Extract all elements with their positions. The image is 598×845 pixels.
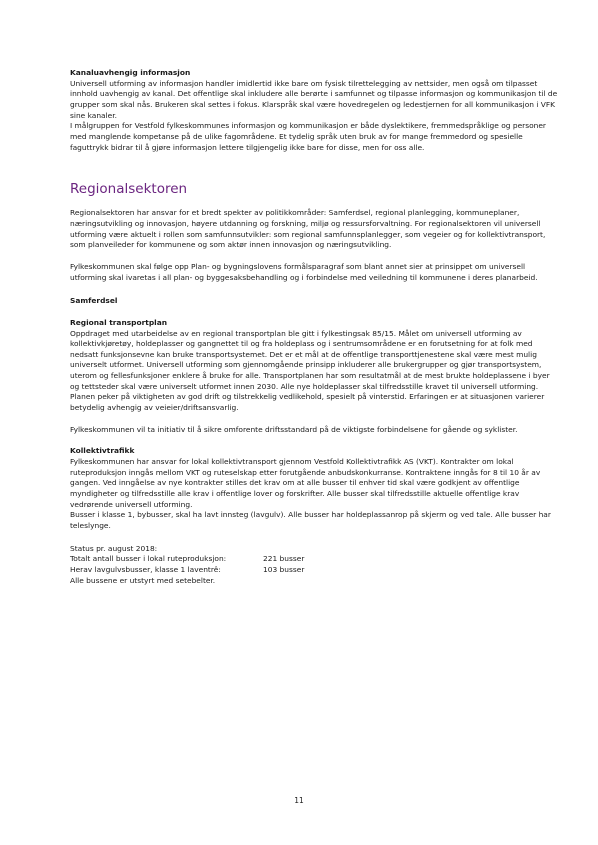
- kollektiv-body-2: Busser i klasse 1, bybusser, skal ha lavt innsteg (lavgulv). Alle busser har holdeplassanrop på skjerm og ved tale. Alle busser har teleslynge.: [70, 510, 551, 530]
- transportplan-heading: Regional transportplan: [70, 317, 168, 327]
- samferdsel-heading: Samferdsel: [70, 296, 118, 306]
- kollektiv-heading: Kollektivtrafikk: [70, 446, 135, 456]
- status-outro: Alle bussene er utstyrt med setebelter.: [70, 575, 216, 585]
- kanal-heading: Kanaluavhengig informasjon: [70, 68, 191, 77]
- transportplan-body: Oppdraget med utarbeidelse av en regional transportplan ble gitt i fylkestingsak 85/15. Målet om universell utforming av kollektivkjøretøy, holdeplasser og gangnettet til og fra holdeplass og i sentrumsområdene er en forutsetning for at folk med nedsatt funksjonsevne kan bruke transportsystemet. Det er et mål at de offentlige transporttjenestene skal være mest mulig universelt utformet. Universell utforming som gjennomgående prinsipp inkluderer alle brukergrupper og gjør transportsystem, uterom og fellesfunksjoner enklere å bruke for alle. Transportplanen har som resultatmål at de mest brukte holdeplassene i byer og tettsteder skal være universelt utformet innen 2030. Alle nye holdeplasser skal tilfredsstille kravet til universell utforming. Planen peker på viktigheten av god drift og tilstrekkelig vedlikehold, spesielt på vinterstid. Erfaringen er at situasjonen varierer betydelig avhengig av veieier/driftsansvarlig.: [70, 328, 550, 413]
- regional-body-1: Regionalsektoren har ansvar for et bredt spekter av politikkområder: Samferdsel, regional planlegging, kommuneplaner, næringsutvikling og innovasjon, høyere utdanning og forskning, miljø og ressursforvaltning. For regionalsektoren vil universell utforming være aktuelt i rollen som samfunnsutvikler: som regional samfunnsplanlegger, som vegeier og for kollektivtransport, som planveileder for kommunene og som aktør innen innovasjon og næringsutvikling.: [70, 208, 546, 250]
- status-intro: Status pr. august 2018:: [70, 543, 158, 553]
- status-value: 103 busser: [263, 564, 305, 574]
- status-label: Herav lavgulvsbusser, klasse 1 laventrê:: [70, 564, 221, 574]
- transportplan-body-2: Fylkeskommunen vil ta initiativ til å sikre omforente driftsstandard på de viktigste forbindelsene for gående og syklister.: [70, 424, 518, 434]
- status-row: [70, 565, 560, 576]
- kanal-body-2: I målgruppen for Vestfold fylkeskommunes informasjon og kommunikasjon er både dyslektikere, fremmedspråklige og personer med manglende kompetanse på de ulike fagområdene. Et tydelig språk uten bruk av for mange fremmedord og spesielle faguttrykk bidrar til å gjøre informasjon lettere tilgjengelig ikke bare for disse, men for oss alle.: [70, 121, 546, 152]
- regional-heading: Regionalsektoren: [70, 181, 188, 198]
- regional-body-2: Fylkeskommunen skal følge opp Plan- og bygningslovens formålsparagraf som blant annet sier at prinsippet om universell utforming skal ivaretas i all plan- og byggesaksbehandling og i forbindelse med veiledning til kommunene i deres planarbeid.: [70, 261, 538, 282]
- document-page: [70, 68, 560, 586]
- kanal-body-1: Universell utforming av informasjon handler imidlertid ikke bare om fysisk tilrettelegging av nettsider, men også om tilpasset innhold uavhengig av kanal. Det offentlige skal inkludere alle berørte i samfunnet og tilpasse informasjon og kommunikasjon til de grupper som skal nås. Brukeren skal settes i fokus. Klarspråk skal være hovedregelen og ledestjernen for all kommunikasjon i VFK sine kanaler.: [70, 78, 558, 120]
- status-value: 221 busser: [263, 554, 305, 564]
- status-row: [70, 554, 560, 565]
- status-label: Totalt antall busser i lokal ruteproduksjon:: [70, 554, 227, 564]
- page-number: 11: [294, 796, 304, 805]
- kollektiv-body: Fylkeskommunen har ansvar for lokal kollektivtransport gjennom Vestfold Kollektivtrafikk AS (VKT). Kontrakter om lokal ruteproduksjon inngås mellom VKT og ruteselskap etter forutgående anbudskonkurranse. Kontraktene inngås for 8 til 10 år av gangen. Ved inngåelse av nye kontrakter stilles det krav om at alle busser til enhver tid skal være godkjent av offentlige myndigheter og tilfredsstille alle krav i offentlige lover og forskrifter. Alle busser skal tilfredsstille aktuelle offentlige krav vedrørende universell utforming.: [70, 457, 541, 509]
